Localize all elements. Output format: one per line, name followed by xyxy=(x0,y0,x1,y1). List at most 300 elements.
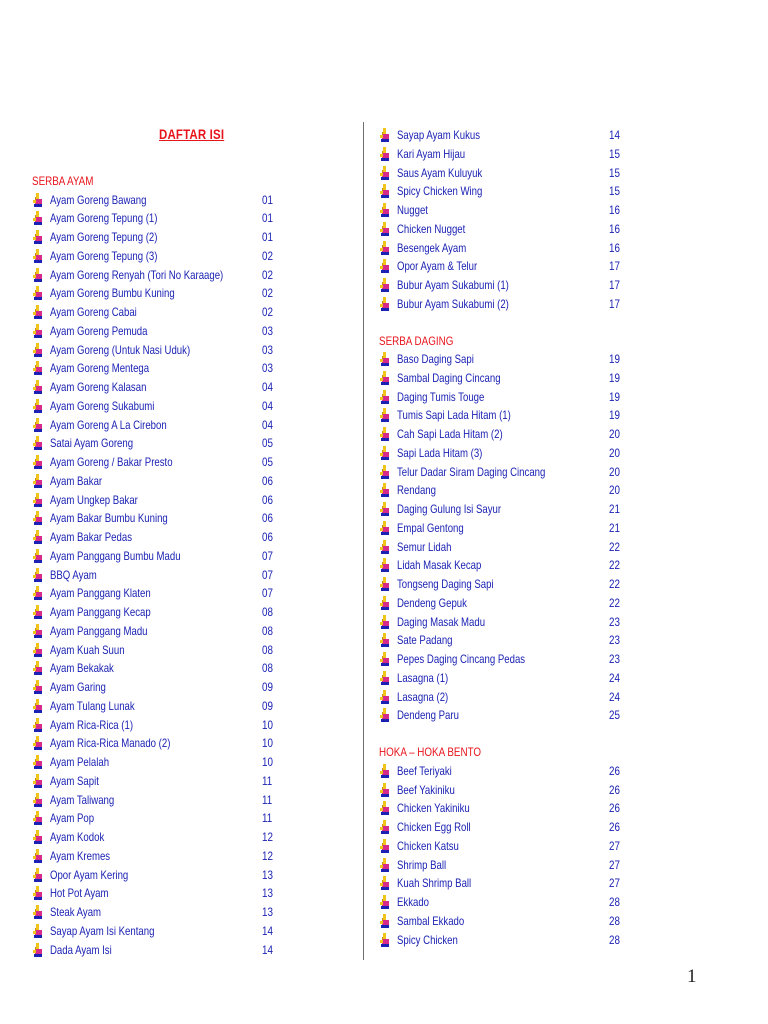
entry-page: 22 xyxy=(609,595,620,610)
pointing-hand-bullet-icon xyxy=(379,615,391,629)
entry-title: Hot Pot Ayam xyxy=(50,886,109,901)
pointing-hand-bullet-icon xyxy=(379,465,391,479)
entry-title: Telur Dadar Siram Daging Cincang xyxy=(397,464,546,479)
entry-page: 27 xyxy=(609,838,620,853)
toc-entry[interactable] xyxy=(379,856,639,875)
entry-page: 06 xyxy=(262,492,273,507)
toc-entry[interactable] xyxy=(32,566,292,585)
toc-entry[interactable] xyxy=(32,734,292,753)
pointing-hand-bullet-icon xyxy=(379,764,391,778)
entry-page: 26 xyxy=(609,763,620,778)
pointing-hand-bullet-icon xyxy=(32,811,44,825)
entry-page: 02 xyxy=(262,305,273,320)
toc-entry[interactable] xyxy=(32,772,292,791)
pointing-hand-bullet-icon xyxy=(32,361,44,375)
toc-entry[interactable] xyxy=(32,509,292,528)
toc-entry[interactable] xyxy=(32,603,292,622)
pointing-hand-bullet-icon xyxy=(379,222,391,236)
entry-title: Nugget xyxy=(397,203,428,217)
entry-title: Ayam Goreng Sukabumi xyxy=(50,398,155,413)
toc-entry[interactable] xyxy=(32,284,292,303)
entry-page: 15 xyxy=(609,165,620,180)
entry-page: 11 xyxy=(262,792,273,807)
entry-page: 01 xyxy=(262,230,273,245)
pointing-hand-bullet-icon xyxy=(379,184,391,198)
toc-entry[interactable] xyxy=(379,519,639,538)
toc-entry[interactable] xyxy=(32,209,292,228)
toc-entry[interactable] xyxy=(32,453,292,472)
entry-title: Spicy Chicken Wing xyxy=(397,184,483,199)
pointing-hand-bullet-icon xyxy=(379,128,391,142)
toc-entry[interactable] xyxy=(32,472,292,491)
entry-page: 04 xyxy=(262,417,273,432)
entry-page: 04 xyxy=(262,398,273,413)
entry-page: 07 xyxy=(262,586,273,601)
entry-title: Opor Ayam & Telur xyxy=(397,259,478,274)
pointing-hand-bullet-icon xyxy=(32,886,44,900)
entry-page: 11 xyxy=(262,773,273,788)
toc-entry[interactable] xyxy=(32,584,292,603)
pointing-hand-bullet-icon xyxy=(32,830,44,844)
pointing-hand-bullet-icon xyxy=(379,371,391,385)
entry-title: Bubur Ayam Sukabumi (2) xyxy=(397,296,509,311)
toc-entry[interactable] xyxy=(32,716,292,735)
entry-title: Satai Ayam Goreng xyxy=(50,436,134,451)
toc-entry[interactable] xyxy=(32,416,292,435)
entry-page: 24 xyxy=(609,689,620,704)
entry-title: Empal Gentong xyxy=(397,520,464,535)
toc-entry[interactable] xyxy=(32,528,292,547)
pointing-hand-bullet-icon xyxy=(32,661,44,675)
pointing-hand-bullet-icon xyxy=(379,427,391,441)
section-gap xyxy=(379,725,639,743)
pointing-hand-bullet-icon xyxy=(32,624,44,638)
toc-entry[interactable] xyxy=(379,388,639,407)
entry-page: 28 xyxy=(609,895,620,910)
entry-page: 17 xyxy=(609,278,620,292)
toc-entry[interactable] xyxy=(32,659,292,678)
toc-entry[interactable] xyxy=(379,350,639,369)
entry-page: 03 xyxy=(262,323,273,338)
pointing-hand-bullet-icon xyxy=(379,652,391,666)
pointing-hand-bullet-icon xyxy=(379,839,391,853)
toc-entry[interactable] xyxy=(379,538,639,557)
entry-page: 12 xyxy=(262,830,273,845)
toc-entry[interactable] xyxy=(32,341,292,360)
toc-entry[interactable] xyxy=(379,406,639,425)
pointing-hand-bullet-icon xyxy=(379,278,391,292)
entry-title: Daging Tumis Touge xyxy=(397,389,485,404)
toc-entry[interactable] xyxy=(32,491,292,510)
entry-page: 01 xyxy=(262,192,273,207)
entry-page: 05 xyxy=(262,455,273,470)
entry-title: Dendeng Paru xyxy=(397,708,459,723)
toc-entry[interactable] xyxy=(379,631,639,650)
pointing-hand-bullet-icon xyxy=(32,455,44,469)
toc-entry[interactable] xyxy=(32,753,292,772)
pointing-hand-bullet-icon xyxy=(32,774,44,788)
toc-entry[interactable] xyxy=(32,866,292,885)
toc-entry[interactable] xyxy=(379,912,639,931)
entry-title: Ayam Panggang Kecap xyxy=(50,605,151,620)
toc-entry[interactable] xyxy=(379,762,639,781)
entry-title: Ayam Garing xyxy=(50,680,106,695)
pointing-hand-bullet-icon xyxy=(32,680,44,694)
entry-title: Ayam Pop xyxy=(50,811,95,826)
entry-page: 20 xyxy=(609,427,620,442)
pointing-hand-bullet-icon xyxy=(32,399,44,413)
entry-page: 08 xyxy=(262,642,273,657)
entry-title: Rendang xyxy=(397,483,436,498)
entry-page: 10 xyxy=(262,755,273,770)
entry-title: Baso Daging Sapi xyxy=(397,352,474,367)
entry-page: 01 xyxy=(262,211,273,226)
toc-entry[interactable] xyxy=(379,257,639,276)
entry-page: 11 xyxy=(262,811,273,826)
entry-page: 22 xyxy=(609,558,620,573)
entry-page: 09 xyxy=(262,680,273,695)
entry-page: 19 xyxy=(609,370,620,385)
toc-entry[interactable] xyxy=(32,191,292,210)
toc-entry[interactable] xyxy=(379,594,639,613)
entry-title: Ekkado xyxy=(397,895,430,910)
pointing-hand-bullet-icon xyxy=(32,211,44,225)
toc-entry[interactable] xyxy=(379,444,639,463)
entry-page: 27 xyxy=(609,857,620,872)
toc-entry[interactable] xyxy=(379,613,639,632)
toc-entry[interactable] xyxy=(32,678,292,697)
toc-entry[interactable] xyxy=(32,303,292,322)
pointing-hand-bullet-icon xyxy=(379,933,391,947)
entry-page: 28 xyxy=(609,913,620,928)
entry-title: Ayam Goreng Bawang xyxy=(50,192,147,207)
toc-entry[interactable] xyxy=(32,266,292,285)
entry-title: Chicken Egg Roll xyxy=(397,820,471,835)
entry-page: 03 xyxy=(262,342,273,357)
pointing-hand-bullet-icon xyxy=(32,755,44,769)
pointing-hand-bullet-icon xyxy=(379,502,391,516)
entry-title: Beef Yakiniku xyxy=(397,782,455,797)
entry-page: 04 xyxy=(262,380,273,395)
entry-page: 20 xyxy=(609,464,620,479)
toc-entry[interactable] xyxy=(32,809,292,828)
pointing-hand-bullet-icon xyxy=(379,895,391,909)
entry-page: 06 xyxy=(262,530,273,545)
toc-entry[interactable] xyxy=(379,781,639,800)
entry-page: 23 xyxy=(609,614,620,629)
pointing-hand-bullet-icon xyxy=(32,718,44,732)
section-heading: HOKA – HOKA BENTO xyxy=(379,745,482,760)
toc-entry[interactable] xyxy=(379,481,639,500)
pointing-hand-bullet-icon xyxy=(32,249,44,263)
entry-title: Spicy Chicken xyxy=(397,932,458,947)
entry-page: 06 xyxy=(262,511,273,526)
entry-title: Daging Masak Madu xyxy=(397,614,486,629)
entry-title: Sayap Ayam Kukus xyxy=(397,128,481,142)
pointing-hand-bullet-icon xyxy=(32,793,44,807)
pointing-hand-bullet-icon xyxy=(379,876,391,890)
entry-title: Shrimp Ball xyxy=(397,857,447,872)
entry-title: Ayam Goreng Bumbu Kuning xyxy=(50,286,175,301)
pointing-hand-bullet-icon xyxy=(379,914,391,928)
pointing-hand-bullet-icon xyxy=(32,474,44,488)
entry-page: 12 xyxy=(262,848,273,863)
toc-entry[interactable] xyxy=(379,425,639,444)
entry-page: 19 xyxy=(609,408,620,423)
entry-page: 10 xyxy=(262,736,273,751)
entry-title: Ayam Goreng Kalasan xyxy=(50,380,147,395)
pointing-hand-bullet-icon xyxy=(379,483,391,497)
toc-entry[interactable] xyxy=(379,220,639,239)
entry-page: 13 xyxy=(262,867,273,882)
pointing-hand-bullet-icon xyxy=(379,166,391,180)
pointing-hand-bullet-icon xyxy=(32,849,44,863)
toc-entry[interactable] xyxy=(379,706,639,725)
entry-title: Ayam Sapit xyxy=(50,773,99,788)
entry-title: Ayam Ungkep Bakar xyxy=(50,492,138,507)
entry-title: Ayam Bakar Pedas xyxy=(50,530,132,545)
toc-entry[interactable] xyxy=(32,397,292,416)
pointing-hand-bullet-icon xyxy=(32,605,44,619)
pointing-hand-bullet-icon xyxy=(379,577,391,591)
pointing-hand-bullet-icon xyxy=(379,801,391,815)
toc-entry[interactable] xyxy=(32,922,292,941)
entry-title: Ayam Goreng (Untuk Nasi Uduk) xyxy=(50,342,191,357)
entry-page: 22 xyxy=(609,577,620,592)
entry-title: Bubur Ayam Sukabumi (1) xyxy=(397,278,509,292)
toc-entry[interactable] xyxy=(32,359,292,378)
entry-page: 24 xyxy=(609,670,620,685)
pointing-hand-bullet-icon xyxy=(379,147,391,161)
entry-page: 17 xyxy=(609,259,620,274)
pointing-hand-bullet-icon xyxy=(32,736,44,750)
entry-title: Ayam Taliwang xyxy=(50,792,115,807)
entry-title: Sambal Daging Cincang xyxy=(397,370,501,385)
entry-page: 13 xyxy=(262,905,273,920)
entry-title: Ayam Goreng Cabai xyxy=(50,305,137,320)
section-heading: SERBA AYAM xyxy=(32,174,94,188)
pointing-hand-bullet-icon xyxy=(379,708,391,722)
entry-page: 21 xyxy=(609,520,620,535)
entry-title: Cah Sapi Lada Hitam (2) xyxy=(397,427,503,442)
entry-page: 22 xyxy=(609,539,620,554)
entry-title: Ayam Goreng Tepung (1) xyxy=(50,211,158,226)
section-heading: SERBA DAGING xyxy=(379,333,454,348)
toc-entry[interactable] xyxy=(379,276,639,295)
entry-page: 07 xyxy=(262,567,273,582)
toc-entry[interactable] xyxy=(379,556,639,575)
entry-title: Ayam Goreng Tepung (2) xyxy=(50,230,158,245)
entry-page: 02 xyxy=(262,248,273,263)
entry-title: Sate Padang xyxy=(397,633,453,648)
toc-entry[interactable] xyxy=(379,500,639,519)
entry-page: 23 xyxy=(609,652,620,667)
pointing-hand-bullet-icon xyxy=(32,230,44,244)
entry-title: Tumis Sapi Lada Hitam (1) xyxy=(397,408,511,423)
toc-entry[interactable] xyxy=(379,369,639,388)
entry-title: Chicken Nugget xyxy=(397,221,466,236)
toc-entry[interactable] xyxy=(379,575,639,594)
toc-title: DAFTAR ISI xyxy=(159,126,225,142)
entry-title: Ayam Rica-Rica Manado (2) xyxy=(50,736,171,751)
toc-entry[interactable] xyxy=(379,126,639,145)
entry-page: 19 xyxy=(609,352,620,367)
pointing-hand-bullet-icon xyxy=(32,511,44,525)
entry-page: 09 xyxy=(262,698,273,713)
toc-entry[interactable] xyxy=(32,434,292,453)
entry-title: Kuah Shrimp Ball xyxy=(397,876,472,891)
toc-entry[interactable] xyxy=(32,378,292,397)
pointing-hand-bullet-icon xyxy=(379,671,391,685)
pointing-hand-bullet-icon xyxy=(379,596,391,610)
entry-title: Ayam Panggang Madu xyxy=(50,623,148,638)
pointing-hand-bullet-icon xyxy=(379,352,391,366)
toc-entry[interactable] xyxy=(32,903,292,922)
entry-page: 14 xyxy=(262,942,273,957)
entry-title: Ayam Goreng Pemuda xyxy=(50,323,148,338)
entry-title: Ayam Kodok xyxy=(50,830,105,845)
entry-page: 21 xyxy=(609,502,620,517)
entry-title: Ayam Goreng Tepung (3) xyxy=(50,248,158,263)
toc-entry[interactable] xyxy=(32,641,292,660)
entry-page: 08 xyxy=(262,661,273,676)
entry-title: Dada Ayam Isi xyxy=(50,942,112,957)
entry-page: 07 xyxy=(262,548,273,563)
pointing-hand-bullet-icon xyxy=(379,203,391,217)
entry-page: 26 xyxy=(609,782,620,797)
entry-page: 06 xyxy=(262,473,273,488)
pointing-hand-bullet-icon xyxy=(32,530,44,544)
toc-entry[interactable] xyxy=(32,791,292,810)
pointing-hand-bullet-icon xyxy=(32,436,44,450)
entry-title: BBQ Ayam xyxy=(50,567,97,582)
toc-entry[interactable] xyxy=(379,145,639,164)
toc-entry[interactable] xyxy=(379,837,639,856)
pointing-hand-bullet-icon xyxy=(32,905,44,919)
entry-title: Ayam Goreng Mentega xyxy=(50,361,150,376)
entry-page: 26 xyxy=(609,820,620,835)
pointing-hand-bullet-icon xyxy=(379,297,391,311)
pointing-hand-bullet-icon xyxy=(379,408,391,422)
entry-page: 14 xyxy=(609,128,620,142)
entry-page: 02 xyxy=(262,286,273,301)
toc-entry[interactable] xyxy=(379,688,639,707)
entry-title: Ayam Goreng / Bakar Presto xyxy=(50,455,173,470)
toc-entry[interactable] xyxy=(379,164,639,183)
toc-entry[interactable] xyxy=(379,669,639,688)
pointing-hand-bullet-icon xyxy=(379,558,391,572)
pointing-hand-bullet-icon xyxy=(32,286,44,300)
toc-entry[interactable] xyxy=(379,893,639,912)
entry-page: 13 xyxy=(262,886,273,901)
entry-title: Daging Gulung Isi Sayur xyxy=(397,502,502,517)
pointing-hand-bullet-icon xyxy=(32,380,44,394)
entry-page: 17 xyxy=(609,296,620,311)
pointing-hand-bullet-icon xyxy=(32,324,44,338)
pointing-hand-bullet-icon xyxy=(32,868,44,882)
pointing-hand-bullet-icon xyxy=(32,418,44,432)
entry-title: Saus Ayam Kuluyuk xyxy=(397,165,483,180)
pointing-hand-bullet-icon xyxy=(379,858,391,872)
toc-entry[interactable] xyxy=(32,847,292,866)
pointing-hand-bullet-icon xyxy=(32,549,44,563)
entry-page: 16 xyxy=(609,240,620,255)
entry-page: 19 xyxy=(609,389,620,404)
entry-page: 05 xyxy=(262,436,273,451)
toc-entry[interactable] xyxy=(32,322,292,341)
toc-entry[interactable] xyxy=(32,622,292,641)
entry-page: 20 xyxy=(609,483,620,498)
entry-title: Sayap Ayam Isi Kentang xyxy=(50,923,155,938)
entry-title: Besengek Ayam xyxy=(397,240,467,255)
entry-page: 16 xyxy=(609,221,620,236)
toc-entry[interactable] xyxy=(32,547,292,566)
entry-page: 20 xyxy=(609,445,620,460)
toc-entry[interactable] xyxy=(379,182,639,201)
toc-entry[interactable] xyxy=(32,884,292,903)
entry-page: 15 xyxy=(609,184,620,199)
entry-title: Pepes Daging Cincang Pedas xyxy=(397,652,526,667)
entry-title: Lasagna (2) xyxy=(397,689,449,704)
entry-page: 08 xyxy=(262,623,273,638)
entry-title: Lidah Masak Kecap xyxy=(397,558,482,573)
entry-title: Lasagna (1) xyxy=(397,670,449,685)
section-gap xyxy=(379,314,639,332)
toc-entry[interactable] xyxy=(32,228,292,247)
pointing-hand-bullet-icon xyxy=(379,259,391,273)
pointing-hand-bullet-icon xyxy=(379,690,391,704)
toc-entry[interactable] xyxy=(32,828,292,847)
entry-title: Steak Ayam xyxy=(50,905,102,920)
toc-entry[interactable] xyxy=(379,799,639,818)
toc-entry[interactable] xyxy=(379,295,639,314)
entry-title: Ayam Goreng Renyah (Tori No Karaage) xyxy=(50,267,224,282)
pointing-hand-bullet-icon xyxy=(32,924,44,938)
entry-title: Sambal Ekkado xyxy=(397,913,465,928)
page-number: 1 xyxy=(687,966,697,987)
pointing-hand-bullet-icon xyxy=(379,783,391,797)
toc-entry[interactable] xyxy=(379,818,639,837)
entry-title: Ayam Panggang Bumbu Madu xyxy=(50,548,181,563)
toc-entry[interactable] xyxy=(379,239,639,258)
toc-entry[interactable] xyxy=(379,463,639,482)
toc-entry[interactable] xyxy=(379,874,639,893)
entry-title: Beef Teriyaki xyxy=(397,763,452,778)
entry-title: Ayam Kuah Suun xyxy=(50,642,125,657)
toc-entry[interactable] xyxy=(379,650,639,669)
entry-page: 14 xyxy=(262,923,273,938)
entry-page: 03 xyxy=(262,361,273,376)
pointing-hand-bullet-icon xyxy=(379,241,391,255)
pointing-hand-bullet-icon xyxy=(379,390,391,404)
pointing-hand-bullet-icon xyxy=(379,521,391,535)
toc-entry[interactable] xyxy=(32,697,292,716)
entry-title: Semur Lidah xyxy=(397,539,452,554)
entry-title: Opor Ayam Kering xyxy=(50,867,129,882)
toc-entry[interactable] xyxy=(32,247,292,266)
column-divider xyxy=(363,122,364,960)
entry-page: 28 xyxy=(609,932,620,947)
toc-entry[interactable] xyxy=(32,941,292,960)
entry-page: 08 xyxy=(262,605,273,620)
pointing-hand-bullet-icon xyxy=(32,943,44,957)
toc-entry[interactable] xyxy=(379,201,639,220)
entry-title: Ayam Bakar xyxy=(50,473,103,488)
toc-right-column xyxy=(379,126,639,949)
toc-entry[interactable] xyxy=(379,931,639,950)
entry-page: 16 xyxy=(609,203,620,217)
entry-page: 15 xyxy=(609,146,620,161)
